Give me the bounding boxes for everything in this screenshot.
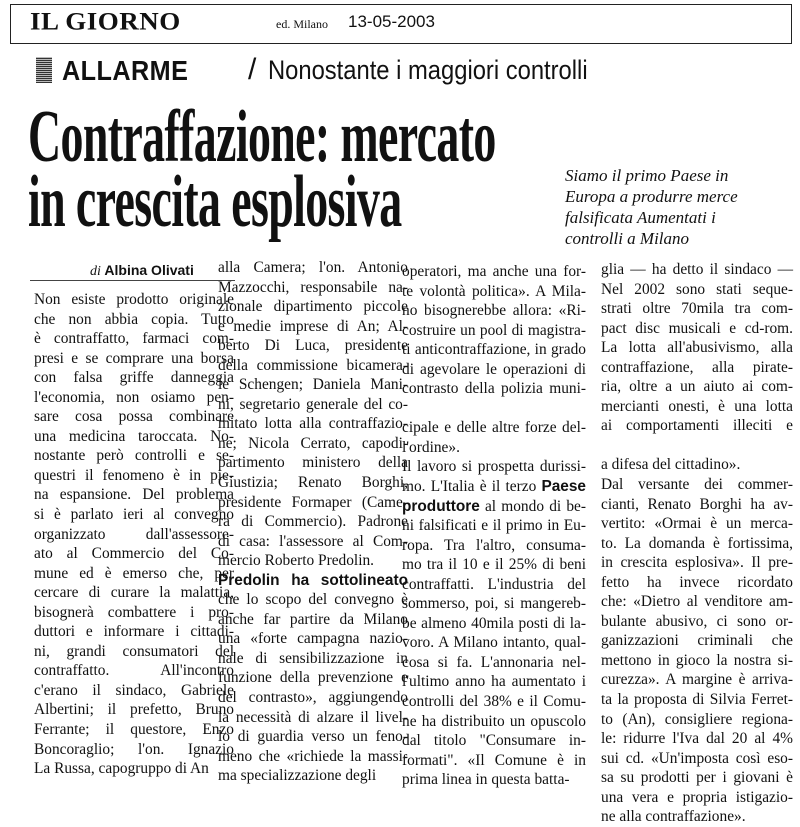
article-line: pact disc musicali e cd-rom. [601, 319, 793, 337]
article-line: nale di sensibilizzazione in [218, 649, 408, 667]
article-line: Mazzocchi, responsabile na- [218, 278, 408, 296]
article-line: zionale dipartimento piccole [218, 298, 408, 316]
article-line: operatori, ma anche una for- [402, 263, 586, 280]
article-line: contraffatti. L'industria del [402, 575, 586, 593]
article-line: ne alla contraffazione». [601, 808, 746, 826]
article-line: organizzato dall'assessore- [34, 525, 234, 543]
standfirst-line: controlli a Milano [565, 229, 690, 248]
article-line: duttori e informare i cittadi- [34, 623, 234, 641]
article-line: costruire un pool di magistra- [402, 321, 586, 339]
article-line: l'ordine». [402, 438, 460, 456]
article-line: una vera e propria istigazio- [601, 788, 793, 806]
article-line: ganizzazioni criminali che [601, 632, 793, 650]
article-line: berto Di Luca, presidente [218, 337, 408, 355]
article-line: produttore al mondo di be- [402, 497, 586, 515]
article-line: to. La domanda è fortissima, [601, 534, 793, 552]
article-line [402, 399, 586, 419]
article-line: ta la proposta di Silvia Ferret- [601, 691, 793, 709]
newspaper-masthead: IL GIORNO [30, 6, 181, 36]
edition-label: ed. Milano [276, 17, 328, 31]
article-column-1 [34, 290, 234, 779]
article-line: c'erano il sindaco, Gabriele [34, 681, 234, 699]
article-line: na espansione. Del problema [34, 486, 234, 504]
article-line: La lotta all'abusivismo, alla [601, 339, 793, 357]
article-line: sommerso, poi, si mangereb- [402, 595, 586, 613]
article-line: ne; Nicola Cerrato, capodi- [218, 434, 408, 452]
article-line: che: «Dietro al venditore am- [601, 593, 793, 611]
article-line: ropa. Tra l'altro, consuma- [402, 536, 586, 554]
article-line: cercare di curare la malattia, [34, 584, 234, 602]
headline-line-2: in crescita esplosiva [28, 161, 402, 243]
article-line: ti anticontraffazione, in grado [402, 341, 586, 359]
article-line: contraffatto. All'incontro [34, 662, 234, 680]
article-line: nostante però controlli e se- [34, 447, 234, 465]
article-line: partimento ministero della [218, 454, 408, 472]
article-line: le Schengen; Daniela Mani- [218, 376, 408, 394]
article-line: Boncoraglio; l'on. Ignazio [34, 740, 234, 758]
article-line: Non esiste prodotto originale [34, 291, 234, 308]
article-column-2 [218, 258, 408, 786]
article-line: in crescita esplosiva». Il pre- [601, 554, 793, 572]
article-line: sare cosa possa combinare [34, 408, 234, 426]
article-line: che non abbia copia. Tutto [34, 310, 234, 328]
article-line: Albertini; il prefetto, Bruno [34, 701, 234, 719]
article-line: presidente Formaper (Came- [218, 493, 408, 511]
article-line: La Russa, capogruppo di An [34, 760, 209, 778]
article-line: mo. L'Italia è il terzo Paese [402, 478, 586, 496]
kicker-marker-block [36, 57, 52, 83]
article-line: una «forte campagna nazio- [218, 630, 408, 648]
article-line: ne ha distribuito un opuscolo [402, 712, 586, 730]
article-line: la necessità di alzare il livel- [218, 708, 408, 726]
article-line: anche far partire da Milano [218, 610, 408, 628]
article-line: e medie imprese di An; Al- [218, 317, 408, 335]
article-line: ria, oltre a un aiuto ai com- [601, 378, 793, 396]
article-line: to (An), consigliere regiona- [601, 710, 793, 728]
article-line: voro. A Milano intanto, qual- [402, 634, 586, 652]
kicker-label: ALLARME [62, 55, 189, 86]
article-line: curezza». A margine è arriva- [601, 671, 793, 689]
kicker-subtitle: Nonostante i maggiori controlli [268, 55, 588, 85]
article-line: no bisognerebbe allora: «Ri- [402, 302, 586, 320]
article-line: ai comportamenti illeciti e [601, 417, 793, 435]
article-line: mune ed è emerso che, per [34, 564, 234, 582]
article-line: sui cd. «Un'imposta così eso- [601, 749, 793, 767]
article-line: formati". «Il Comune è in [402, 751, 586, 769]
article-line: Predolin ha sottolineato [218, 571, 408, 589]
article-line: con falsa griffe danneggia [34, 369, 234, 387]
article-line: sa su prodotti per i giovani è [601, 769, 793, 787]
byline-rule [30, 280, 235, 281]
article-line: mitato lotta alla contraffazio- [218, 415, 408, 433]
article-line: meno che «richiede la massi- [218, 747, 408, 765]
article-line: presi e se comprare una borsa [34, 349, 234, 367]
article-line: ato al Commercio del Co- [34, 545, 234, 563]
article-line: mettono in gioco la nostra si- [601, 651, 793, 669]
kicker-separator: / [248, 53, 257, 86]
article-line: dal titolo "Consumare in- [402, 732, 586, 750]
article-line: mercio Roberto Predolin. [218, 552, 375, 570]
article-line: ni falsificati e il primo in Eu- [402, 517, 586, 535]
article-line: della commissione bicamera- [218, 356, 408, 374]
article-line: ni, segretario generale del co- [218, 395, 408, 413]
article-line: una medicina taroccata. No- [34, 427, 234, 445]
standfirst-line: Siamo il primo Paese in [565, 166, 729, 185]
article-line: Ferrante; il questore, Enzo [34, 721, 234, 739]
article-column-4 [601, 260, 793, 827]
article-line: controlli del 38% e il Comu- [402, 693, 586, 711]
article-line: ni, grandi consumatori del [34, 642, 234, 660]
article-line: cianti, Renato Borghi ha av- [601, 495, 793, 513]
article-line: glia — ha detto il sindaco — [601, 261, 793, 278]
article-line: contraffazione, alla pirate- [601, 358, 793, 376]
article-line: be almeno 40mila posti di la- [402, 614, 586, 632]
article-line: vertito: «Ormai è un merca- [601, 515, 793, 533]
article-line [601, 436, 793, 456]
article-line: si è parlato ieri al convegno [34, 506, 234, 524]
article-line: Dal versante dei commer- [601, 476, 793, 494]
standfirst-line: falsificata Aumentati i [565, 208, 716, 227]
article-line: l'economia, non osiamo pen- [34, 388, 234, 406]
article-line: mercianti onesti, è una lotta [601, 397, 793, 415]
publication-date: 13-05-2003 [348, 12, 435, 31]
article-line: fetto ha invece ricordato [601, 573, 793, 591]
article-line: prima linea in questa batta- [402, 771, 570, 789]
article-line: l'ultimo anno ha aumentato i [402, 673, 586, 691]
article-line: cosa si fa. L'annonaria nel- [402, 653, 586, 671]
standfirst-line: Europa a produrre merce [565, 187, 738, 206]
article-line: Il lavoro si prospetta durissi- [402, 458, 586, 476]
article-line: a difesa del cittadino». [601, 456, 741, 474]
article-line: del contrasto», aggiungendo [218, 689, 408, 707]
article-line: lo di guardia verso un feno- [218, 728, 408, 746]
article-line: di casa: l'assessore al Com- [218, 532, 408, 550]
article-line: bulante abusivo, ci sono or- [601, 612, 793, 630]
article-line: Nel 2002 sono stati seque- [601, 280, 793, 298]
headline-line-1: Contraffazione: mercato [28, 96, 496, 178]
article-line: Giustizia; Renato Borghi, [218, 474, 408, 492]
article-line: che lo scopo del convegno è [218, 591, 408, 609]
article-line: strati oltre 70mila tra com- [601, 300, 793, 318]
article-line: le: ridurre l'Iva dal 20 al 4% [601, 730, 793, 748]
article-line: di agevolare le operazioni di [402, 360, 586, 378]
article-line: è contraffatto, farmaci com- [34, 330, 234, 348]
article-line: ma specializzazione degli [218, 767, 377, 785]
byline-author: Albina Olivati [104, 262, 194, 278]
article-line: alla Camera; l'on. Antonio [218, 259, 408, 276]
article-line: cipale e delle altre forze del- [402, 419, 586, 437]
article-line: contrasto della polizia muni- [402, 380, 586, 398]
article-column-3 [402, 262, 586, 790]
article-line: questri il fenomeno è in pie- [34, 466, 234, 484]
article-line: mo tra il 10 e il 25% di beni [402, 556, 586, 574]
article-line: funzione della prevenzione e [218, 669, 408, 687]
byline [90, 262, 194, 280]
article-line: bisognerà combattere i pro- [34, 603, 234, 621]
article-line: te volontà politica». A Mila- [402, 282, 586, 300]
article-line: ra di Commercio). Padrone [218, 513, 408, 531]
standfirst [565, 165, 795, 249]
byline-prefix: di [90, 264, 101, 279]
